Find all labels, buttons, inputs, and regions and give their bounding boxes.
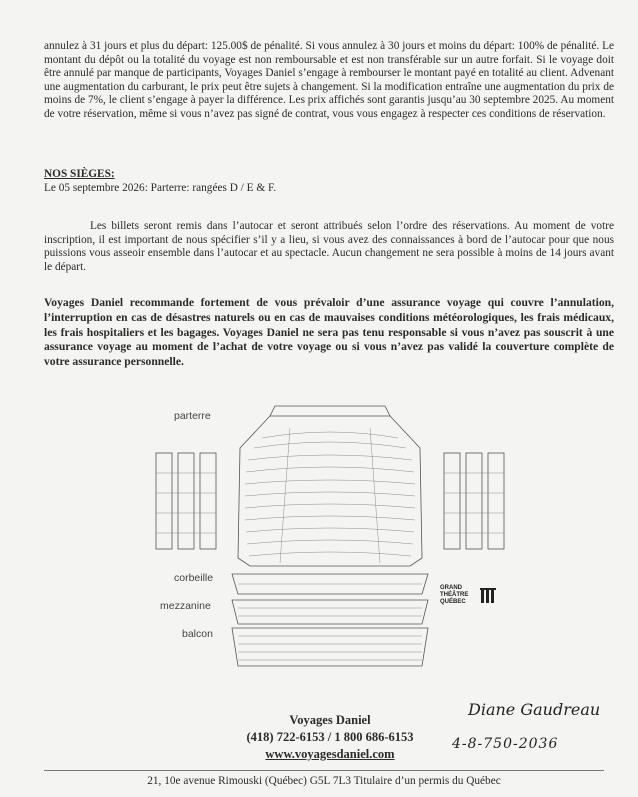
seating-plan: [150, 398, 510, 678]
logo-line: THÉÂTRE: [440, 592, 469, 598]
mezzanine-outline: [232, 600, 428, 624]
seats-heading: NOS SIÈGES:: [44, 168, 115, 180]
company-name: Voyages Daniel: [289, 713, 371, 727]
permit-number: 4-8-750-2036: [452, 736, 559, 752]
logo-line: QUÉBEC: [440, 599, 466, 605]
company-phone: (418) 722-6153 / 1 800 686-6153: [246, 730, 414, 744]
company-contact: [200, 712, 460, 763]
stage-shape: [270, 406, 390, 416]
tickets-paragraph: Les billets seront remis dans l’autocar et seront attribués selon l’ordre des réservations. Au moment de votre inscription, il est important de nous spécifier s’il y a lieu, si vous avez des connaissances à bord de l’autocar pour que nous puissions vous asseoir ensemble dans l’autocar et au spectacle. Aucun changement ne sera possible à moins de 14 jours avant le départ.: [44, 220, 614, 273]
cancellation-policy-paragraph: annulez à 31 jours et plus du départ: 125.00$ de pénalité. Si vous annulez à 30 jours et moins du départ: 100% de pénalité. Le montant du dépôt ou la totalité du voyage est non remboursable et est non transférable sur un autre forfait. Si le voyage doit être annulé par manque de participants, Voyages Daniel s’engage à rembourser le montant payé en totalité au client. Advenant une augmentation du carburant, le prix peut être sujets à changement. Si la modification entraîne une augmentation du prix de moins de 7%, le client s’engage à payer la différence. Les prix affichés sont garantis jusqu’au 30 septembre 2025. Au moment de votre réservation, même si vous n’avez pas signé de contrat, vous vous engagez à respecter ces conditions de réservation.: [44, 40, 614, 120]
section-label-mezzanine: mezzanine: [160, 600, 211, 612]
company-address: 21, 10e avenue Rimouski (Québec) G5L 7L3 Titulaire d’un permis du Québec: [44, 770, 604, 787]
seats-detail: Le 05 septembre 2026: Parterre: rangées D / E & F.: [44, 182, 277, 194]
grand-theatre-logo: [440, 585, 480, 606]
theatre-logo-icon: [480, 587, 496, 605]
balcon-outline: [232, 628, 428, 666]
logo-line: GRAND: [440, 585, 462, 591]
company-website[interactable]: www.voyagesdaniel.com: [265, 747, 395, 761]
section-label-corbeille: corbeille: [174, 572, 214, 584]
parterre-outline: [238, 416, 422, 566]
signature-name: Diane Gaudreau: [468, 700, 601, 719]
insurance-recommendation: Voyages Daniel recommande fortement de vous prévaloir d’une assurance voyage qui couvre l’annulation, l’interruption en cas de désastres naturels ou en cas de mauvaises conditions météorologiques, les frais médicaux, les frais hospitaliers et les bagages. Voyages Daniel ne sera pas tenu responsable si vous n’avez pas souscrit à une assurance voyage au moment de l’achat de votre voyage ou si vous n’avez pas validé la couverture complète de votre assurance personnelle.: [44, 296, 614, 369]
section-label-balcon: balcon: [182, 628, 213, 640]
section-label-parterre: parterre: [174, 410, 211, 422]
